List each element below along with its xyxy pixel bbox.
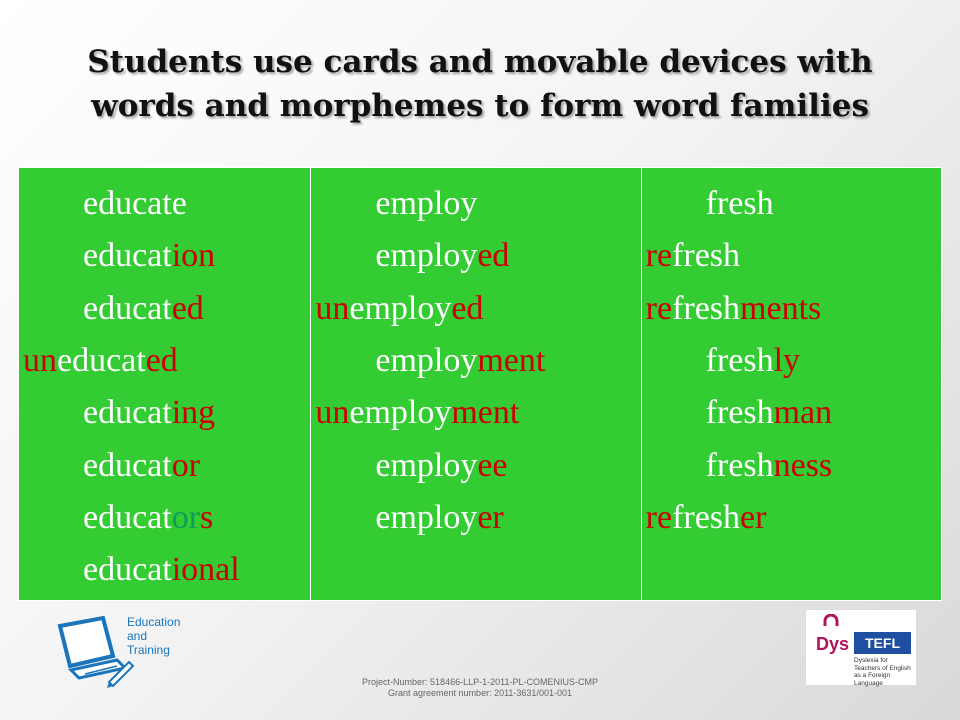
word-row: [706, 393, 833, 433]
word-stem: employ: [375, 185, 478, 222]
word-morpheme: un: [315, 394, 350, 432]
word-morpheme: man: [773, 394, 833, 432]
word-morpheme: ed: [171, 289, 204, 327]
word-row: [315, 393, 519, 433]
word-morpheme: or: [171, 498, 201, 536]
word-morpheme: ed: [451, 289, 484, 327]
word-row: [375, 236, 509, 276]
word-stem: educat: [83, 446, 172, 484]
word-family-column-educate: [19, 168, 310, 600]
dystefl-logo: [805, 609, 917, 686]
word-row: [706, 341, 800, 381]
word-family-table: [18, 167, 942, 601]
word-stem: employ: [375, 237, 478, 275]
dystefl-subtitle-line1: Dyslexia for: [854, 657, 888, 664]
slide-title-line2: words and morphemes to form word families: [91, 88, 869, 124]
word-stem: educat: [57, 341, 146, 379]
footer-grant-number: Grant agreement number: 2011-3631/001-001: [388, 688, 572, 698]
word-stem: employ: [349, 394, 452, 432]
word-stem: educat: [83, 289, 172, 327]
word-morpheme: ed: [477, 237, 510, 275]
word-row: [83, 550, 240, 590]
dys-text: Dys: [816, 634, 850, 654]
tefl-text: TEFL: [854, 632, 911, 654]
word-morpheme: or: [171, 446, 201, 484]
word-morpheme: ment: [451, 394, 520, 432]
word-stem: educat: [83, 237, 172, 275]
word-morpheme: ment: [477, 341, 546, 379]
word-row: [83, 393, 215, 433]
word-row: [375, 341, 545, 381]
word-morpheme: re: [645, 237, 673, 275]
word-morpheme: ing: [171, 394, 216, 432]
word-stem: fresh: [705, 185, 774, 222]
word-morpheme: un: [315, 289, 350, 327]
word-morpheme: re: [645, 289, 673, 327]
word-row: [375, 184, 477, 224]
word-morpheme: ments: [740, 289, 822, 327]
word-row: [646, 498, 767, 538]
word-morpheme: re: [645, 498, 673, 536]
word-stem: employ: [349, 289, 452, 327]
word-stem: employ: [375, 446, 478, 484]
word-row: [315, 289, 483, 329]
logo-text-line3: Training: [127, 643, 170, 657]
word-morpheme: ly: [773, 341, 801, 379]
word-row: [375, 446, 507, 486]
dystefl-subtitle: [854, 657, 916, 687]
word-row: [23, 341, 178, 381]
word-morpheme: ee: [477, 446, 508, 484]
word-row: [83, 498, 213, 538]
word-stem: fresh: [672, 289, 741, 327]
footer-project-number: Project-Number: 518466-LLP-1-2011-PL-COMENIUS-CMP: [362, 677, 598, 687]
word-row: [83, 184, 187, 224]
word-morpheme: ion: [171, 237, 216, 275]
word-row: [83, 236, 215, 276]
word-stem: employ: [375, 341, 478, 379]
word-family-column-fresh: [641, 168, 941, 600]
word-stem: educat: [83, 394, 172, 432]
word-row: [706, 446, 833, 486]
word-row: [646, 236, 740, 276]
word-morpheme: s: [200, 498, 214, 536]
word-morpheme: er: [740, 498, 767, 536]
word-stem: fresh: [705, 341, 774, 379]
word-stem: fresh: [672, 498, 741, 536]
slide-title-line1: Students use cards and movable devices with: [87, 44, 873, 80]
word-morpheme: un: [23, 341, 57, 379]
word-row: [646, 289, 822, 329]
word-stem: employ: [375, 498, 478, 536]
word-stem: educat: [83, 551, 172, 589]
word-morpheme: ed: [145, 341, 178, 379]
word-row: [375, 498, 503, 538]
word-stem: fresh: [705, 394, 774, 432]
word-row: [83, 289, 204, 329]
word-family-column-employ: [310, 168, 640, 600]
word-stem: educate: [83, 185, 187, 222]
logo-text-line1: Education: [127, 615, 181, 629]
word-row: [83, 446, 200, 486]
padlock-icon: [820, 614, 842, 636]
word-stem: fresh: [672, 237, 741, 275]
dystefl-subtitle-line3: as a Foreign Language: [854, 672, 891, 687]
word-stem: fresh: [705, 446, 774, 484]
word-row: [706, 184, 774, 224]
computer-icon: [60, 618, 133, 688]
dystefl-subtitle-line2: Teachers of English: [854, 664, 911, 672]
word-morpheme: ness: [773, 446, 833, 484]
word-morpheme: er: [477, 498, 504, 536]
footer-project-info: [330, 677, 630, 699]
word-stem: educat: [83, 498, 172, 536]
slide-title: [0, 40, 960, 128]
logo-text-line2: and: [127, 629, 148, 643]
word-morpheme: ional: [171, 551, 240, 589]
education-training-logo: [55, 612, 205, 692]
